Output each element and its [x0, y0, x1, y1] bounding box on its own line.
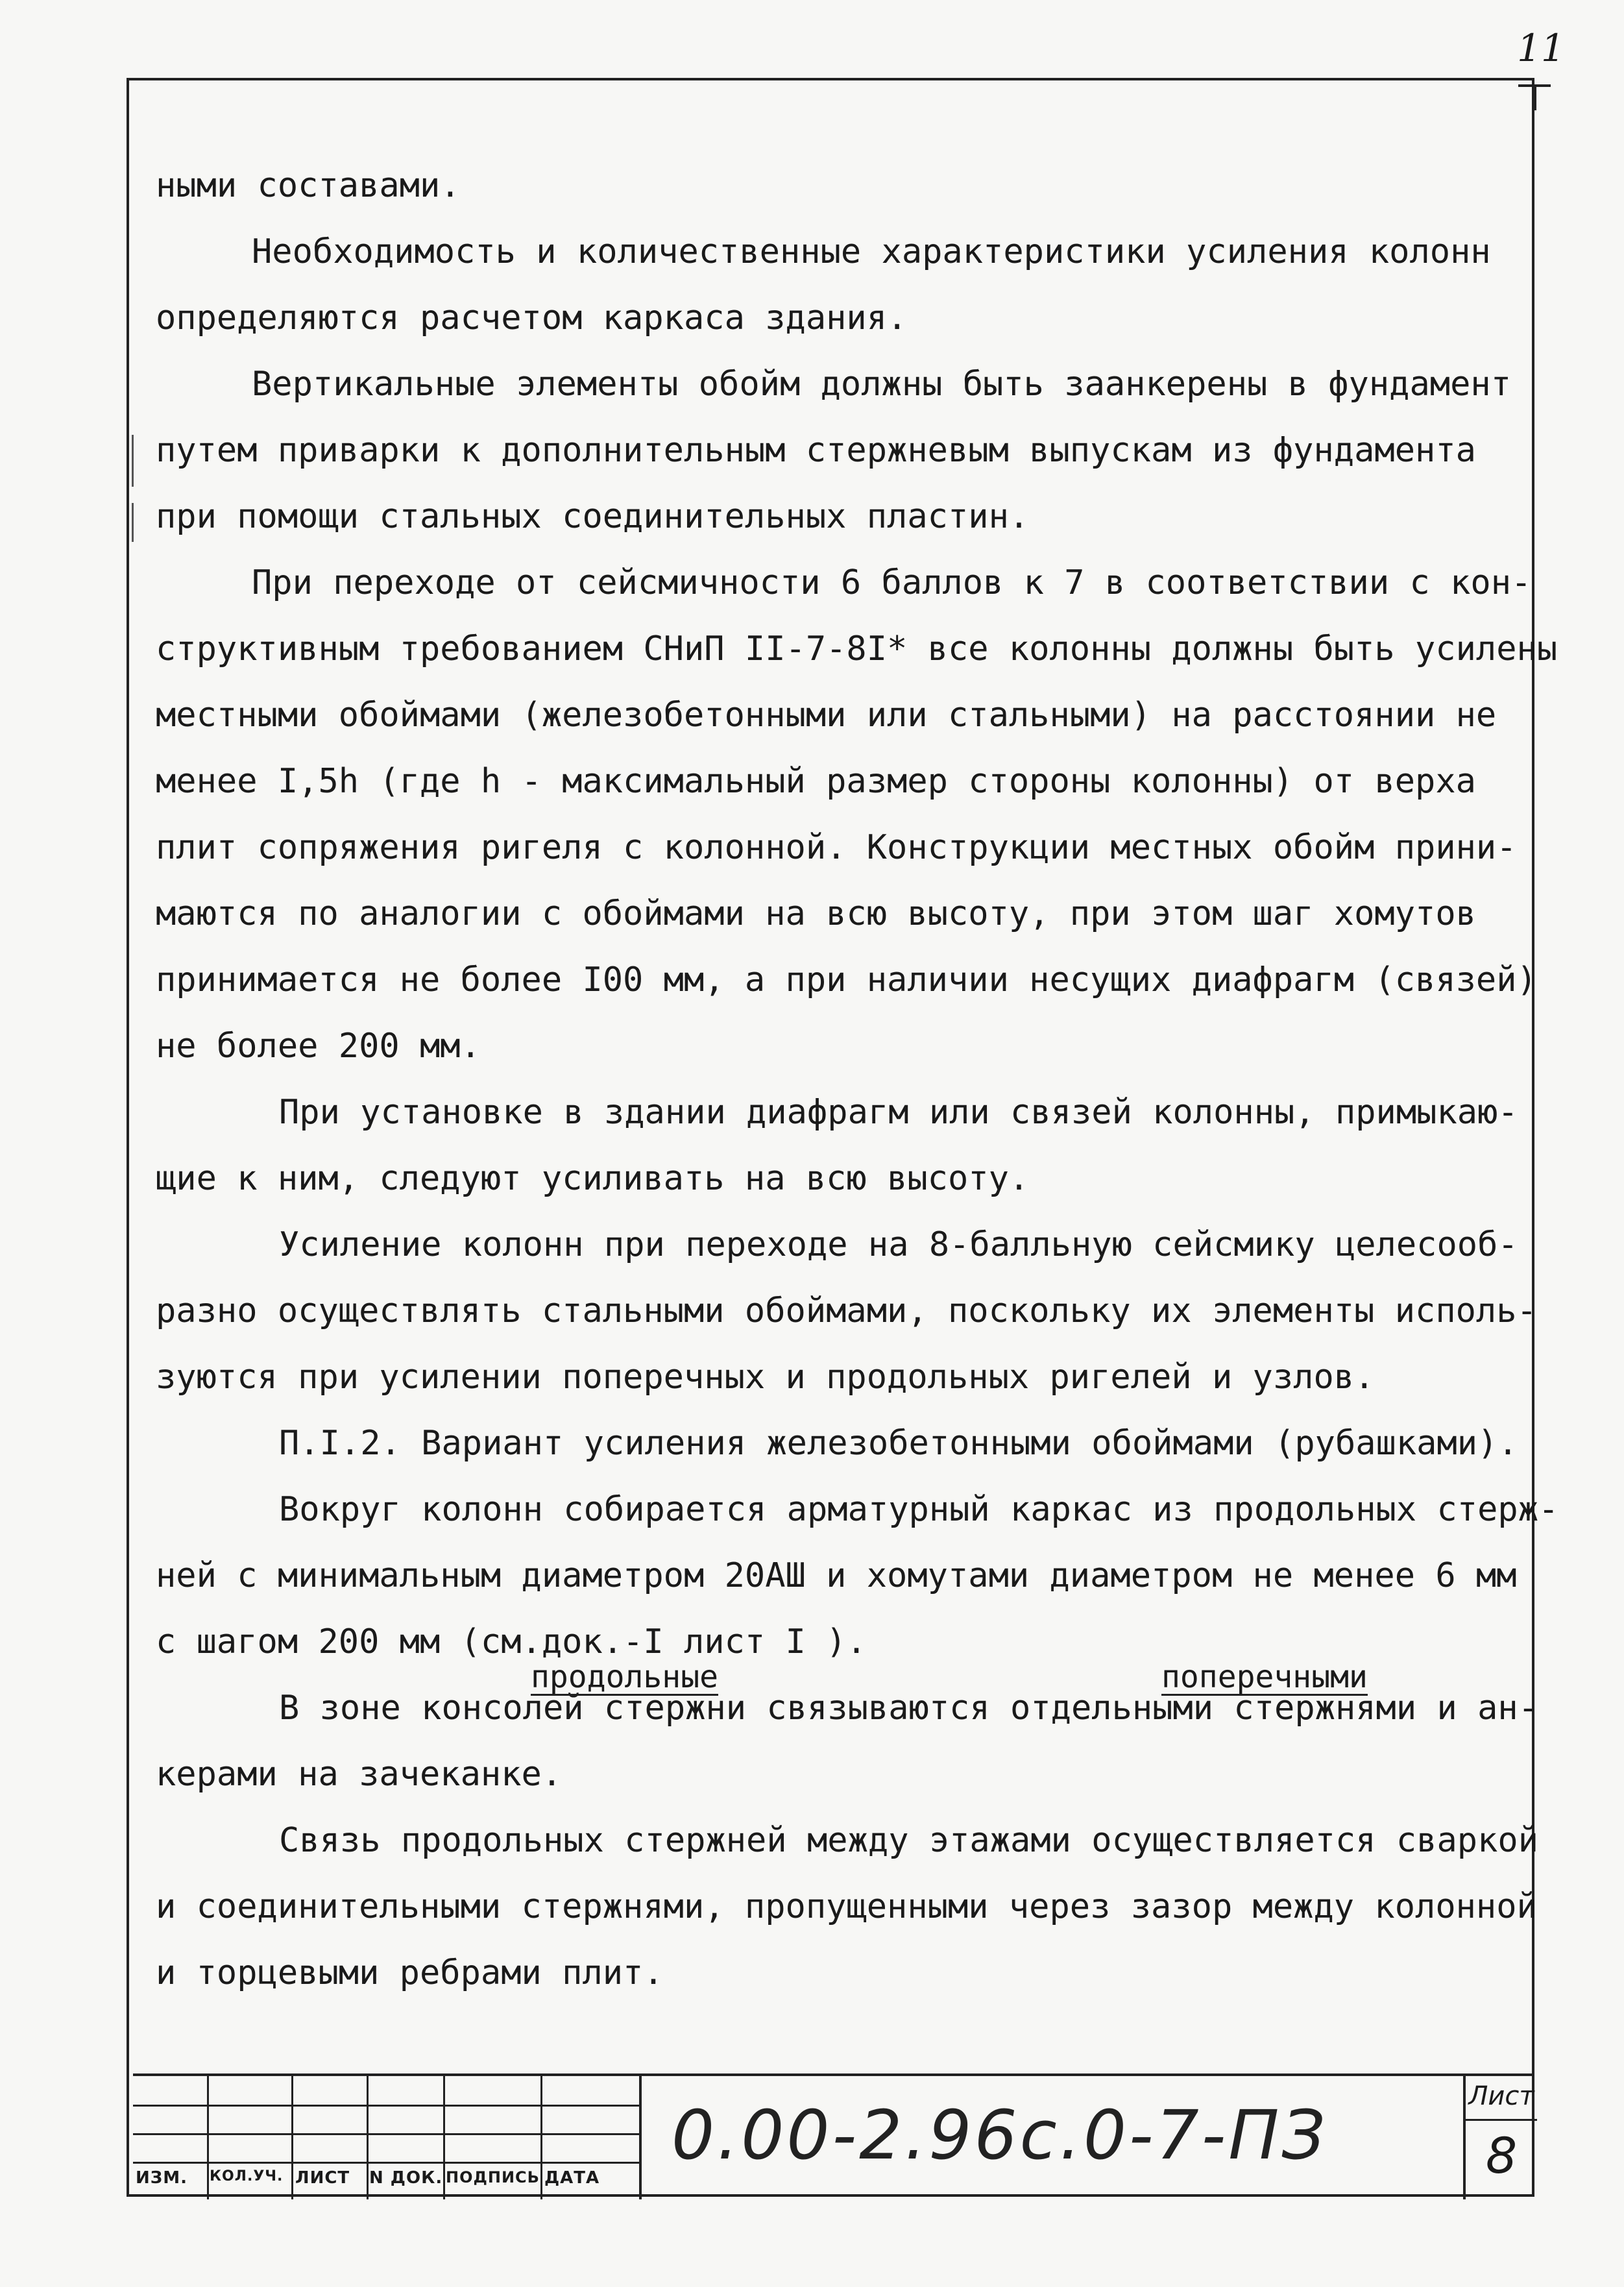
text-line: В зоне консолей стержни связываются отдельными стержнями и ан- — [279, 1689, 1539, 1728]
text-line: местными обоймами (железобетонными или стальными) на расстоянии не — [156, 696, 1497, 735]
text-line: разно осуществлять стальными обоймами, поскольку их элементы исполь- — [156, 1291, 1537, 1330]
insert-word-longitudinal: продольные — [531, 1659, 718, 1695]
text-line: керами на зачеканке. — [156, 1755, 563, 1794]
label-change: ИЗМ. — [136, 2168, 188, 2188]
text-line: и торцевыми ребрами плит. — [156, 1953, 664, 1992]
text-line: Усиление колонн при переходе на 8-балльную сейсмику целесооб- — [279, 1225, 1518, 1264]
title-block-grid — [133, 2076, 642, 2199]
text-line: При установке в здании диафрагм или связей колонны, примыкаю- — [279, 1093, 1518, 1132]
body-text — [156, 153, 1559, 2006]
margin-mark — [132, 435, 134, 487]
text-line: ней с минимальным диаметром 20АШ и хомутами диаметром не менее 6 мм — [156, 1556, 1517, 1595]
text-line: и соединительными стержнями, пропущенными через зазор между колонной — [156, 1887, 1537, 1926]
label-sheet: ЛИСТ — [295, 2168, 350, 2188]
text-line: принимается не более I00 мм, а при наличии несущих диафрагм (связей) — [156, 960, 1537, 999]
text-line: менее I,5h (где h - максимальный размер стороны колонны) от верха — [156, 762, 1476, 801]
label-date: ДАТА — [544, 2168, 600, 2188]
margin-mark — [132, 503, 134, 542]
label-qty: КОЛ.УЧ. — [210, 2168, 284, 2184]
insert-word-transverse: поперечными — [1161, 1659, 1368, 1695]
sheet-label: Лист — [1468, 2081, 1534, 2111]
text-line: зуются при усилении поперечных и продольных ригелей и узлов. — [156, 1358, 1375, 1397]
text-line: с шагом 200 мм (см.док.-I лист I ). — [156, 1622, 867, 1661]
text-line: определяются расчетом каркаса здания. — [156, 299, 908, 337]
text-line: Вокруг колонн собирается арматурный каркас из продольных стерж- — [279, 1490, 1559, 1529]
page-number: 11 — [1517, 26, 1565, 70]
text-line: маются по аналогии с обоймами на всю высоту, при этом шаг хомутов — [156, 894, 1476, 933]
text-line: при помощи стальных соединительных пластин. — [156, 497, 1030, 536]
text-line: При переходе от сейсмичности 6 баллов к 7 в соответствии с кон- — [252, 563, 1532, 602]
text-line: путем приварки к дополнительным стержневым выпускам из фундамента — [156, 431, 1476, 470]
label-signature: ПОДПИСЬ — [446, 2168, 540, 2186]
text-line: Связь продольных стержней между этажами осуществляется сваркой — [279, 1821, 1539, 1860]
title-block — [133, 2073, 1534, 2199]
text-line: ными составами. — [156, 166, 461, 205]
text-line: Необходимость и количественные характеристики усиления колонн — [252, 232, 1491, 271]
sheet-box — [1463, 2076, 1537, 2199]
sheet-number: 8 — [1485, 2127, 1518, 2184]
text-line: не более 200 мм. — [156, 1027, 481, 1066]
text-line: П.I.2. Вариант усиления железобетонными обоймами (рубашками). — [279, 1424, 1518, 1463]
document-code: 0.00-2.96с.0-7-ПЗ — [672, 2096, 1328, 2175]
text-line: плит сопряжения ригеля с колонной. Конструкции местных обойм прини- — [156, 828, 1517, 867]
text-line: структивным требованием СНиП II-7-8I* все колонны должны быть усилены — [156, 630, 1558, 668]
text-line: Вертикальные элементы обойм должны быть заанкерены в фундамент — [252, 365, 1512, 404]
label-doc-number: N ДОК. — [369, 2168, 443, 2188]
text-line: щие к ним, следуют усиливать на всю высоту. — [156, 1159, 1030, 1198]
